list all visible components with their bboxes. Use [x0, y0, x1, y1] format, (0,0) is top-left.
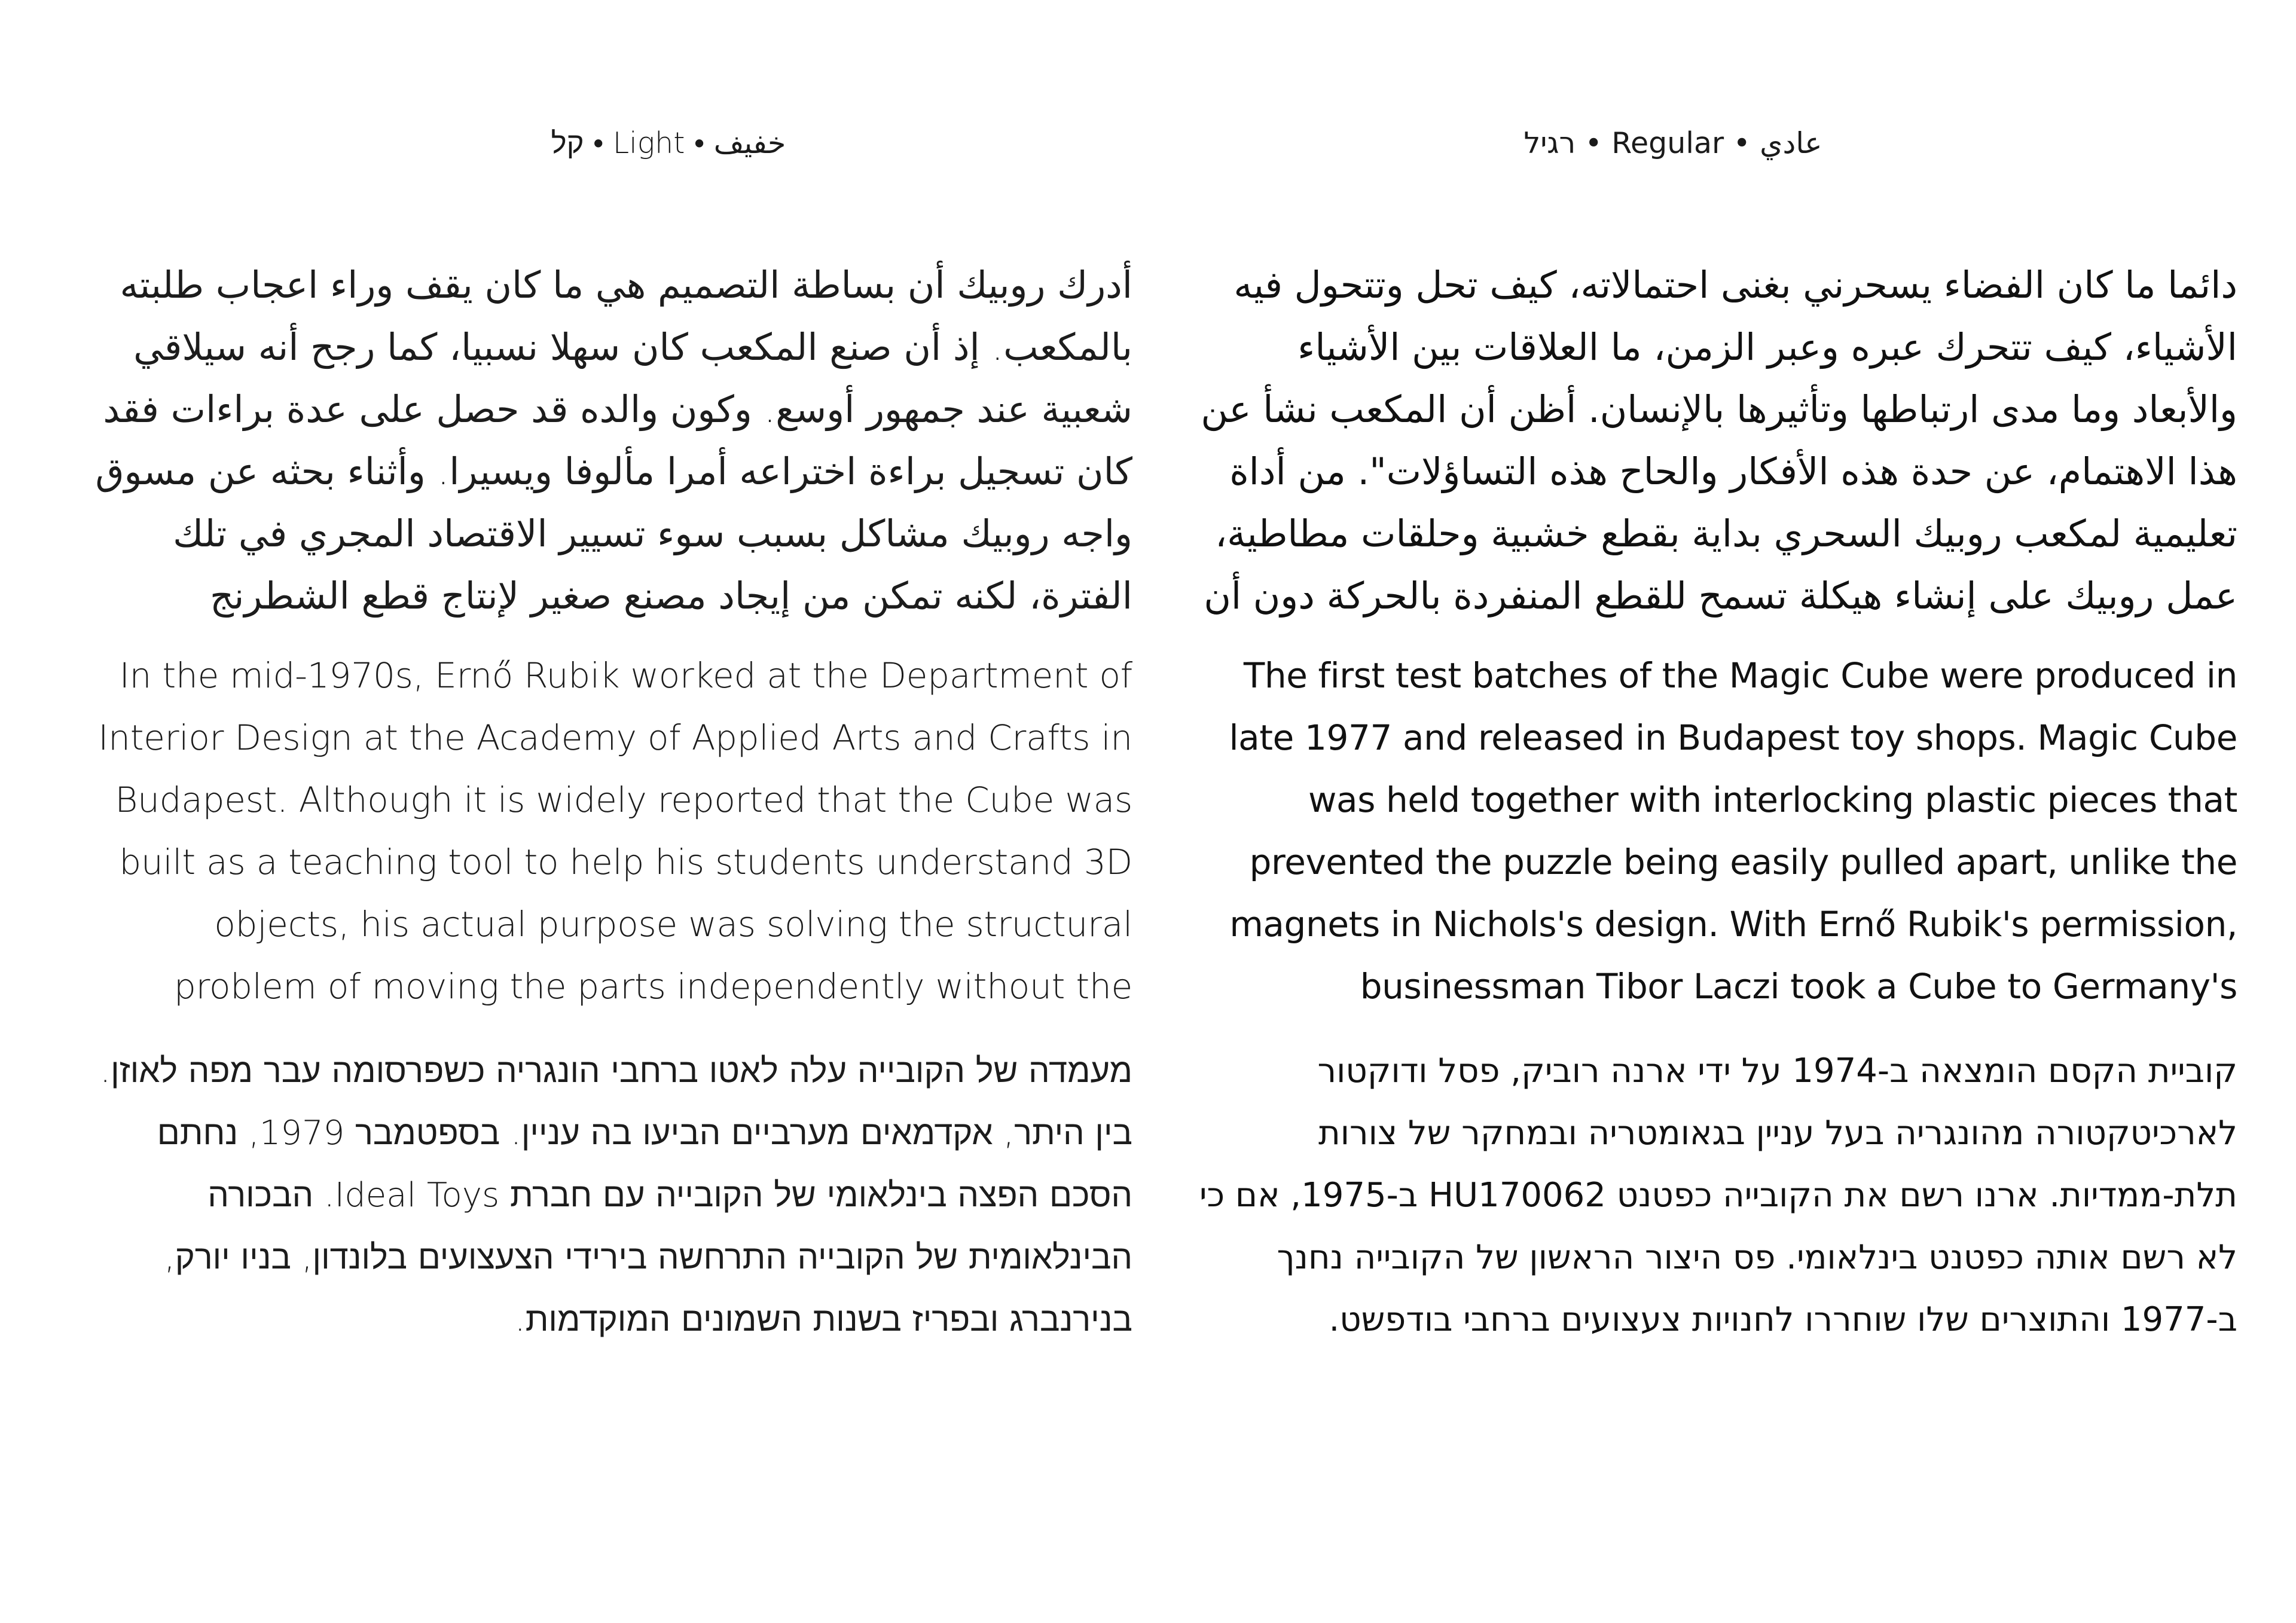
regular-column-heading: عادي • Regular • רגיל — [1523, 126, 1822, 160]
regular-column — [1184, 0, 2237, 1623]
regular-hebrew-paragraph: קוביית הקסם הומצאה ב-1974 על ידי ארנה רוביק, פסל ודוקטור לארכיטקטורה מהונגריה בעל עניין בגאומטריה ובמחקר של צורות תלת-ממדיות. ארנו רשם את הקובייה כפטנט HU170062 ב-1975, אם כי לא רשם אותה כפטנט בינלאומי. פס היצור הראשון של הקובייה נחנך ב-1977 והתוצרים שלו שוחררו לחנויות צעצועים ברחבי בודפשט. — [1199, 1052, 2237, 1339]
regular-arabic-paragraph: دائما ما كان الفضاء يسحرني بغنى احتمالاته، كيف تحل وتتحول فيه الأشياء، كيف تتحرك عبره وعبر الزمن، ما العلاقات بين الأشياء والأبعاد وما مدى ارتباطها وتأثيرها بالإنسان. أظن أن المكعب نشأ عن هذا الاهتمام، عن حدة هذه الأفكار والحاح هذه التساؤلات". من أداة تعليمية لمكعب روبيك السحري بداية بقطع خشبية وحلقات مطاطية، عمل روبيك على إنشاء هيكلة تسمح للقطع المنفردة بالحركة دون أن — [1201, 263, 2237, 618]
regular-english-paragraph: The first test batches of the Magic Cube were produced in late 1977 and released in Budapest toy shops. Magic Cube was held together with interlocking plastic pieces that prevented the puzzle being easily pulled apart, unlike the magnets in Nichols's design. With Ernő Rubik's permission, businessman Tibor Laczi took a Cube to Germany's — [1229, 655, 2237, 1007]
light-column — [71, 0, 1132, 1623]
light-column-heading: خفيف • Light • קל — [551, 126, 786, 160]
light-arabic-paragraph: أدرك روبيك أن بساطة التصميم هي ما كان يقف وراء اعجاب طلبته بالمكعب. إذ أن صنع المكعب كان سهلا نسبيا، كما رجح أنه سيلاقي شعبية عند جمهور أوسع. وكون والده قد حصل على عدة براءات فقد كان تسجيل براءة اختراعه أمرا مألوفا ويسيرا. وأثناء بحثه عن مسوق واجه روبيك مشاكل بسبب سوء تسيير الاقتصاد المجري في تلك الفترة، لكنه تمكن من إيجاد مصنع صغير لإنتاج قطع الشطرنج — [95, 263, 1132, 618]
light-hebrew-paragraph: מעמדה של הקובייה עלה לאטו ברחבי הונגריה כשפרסומה עבר מפה לאוזן. בין היתר, אקדמאים מערביים הביעו בה עניין. בספטמבר 1979, נחתם הסכם הפצה בינלאומי של הקובייה עם חברת Ideal Toys. הבכורה הבינלאומית של הקובייה התרחשה בירידי הצעצועים בלונדון, בניו יורק, בנירנברג ובפריז בשנות השמונים המוקדמות. — [100, 1052, 1132, 1339]
light-english-paragraph: In the mid-1970s, Ernő Rubik worked at the Department of Interior Design at the Academy of Applied Arts and Crafts in Budapest. Although it is widely reported that the Cube was built as a teaching tool to help his students understand 3D objects, his actual purpose was solving the structural problem of moving the parts independently without the — [98, 655, 1132, 1007]
